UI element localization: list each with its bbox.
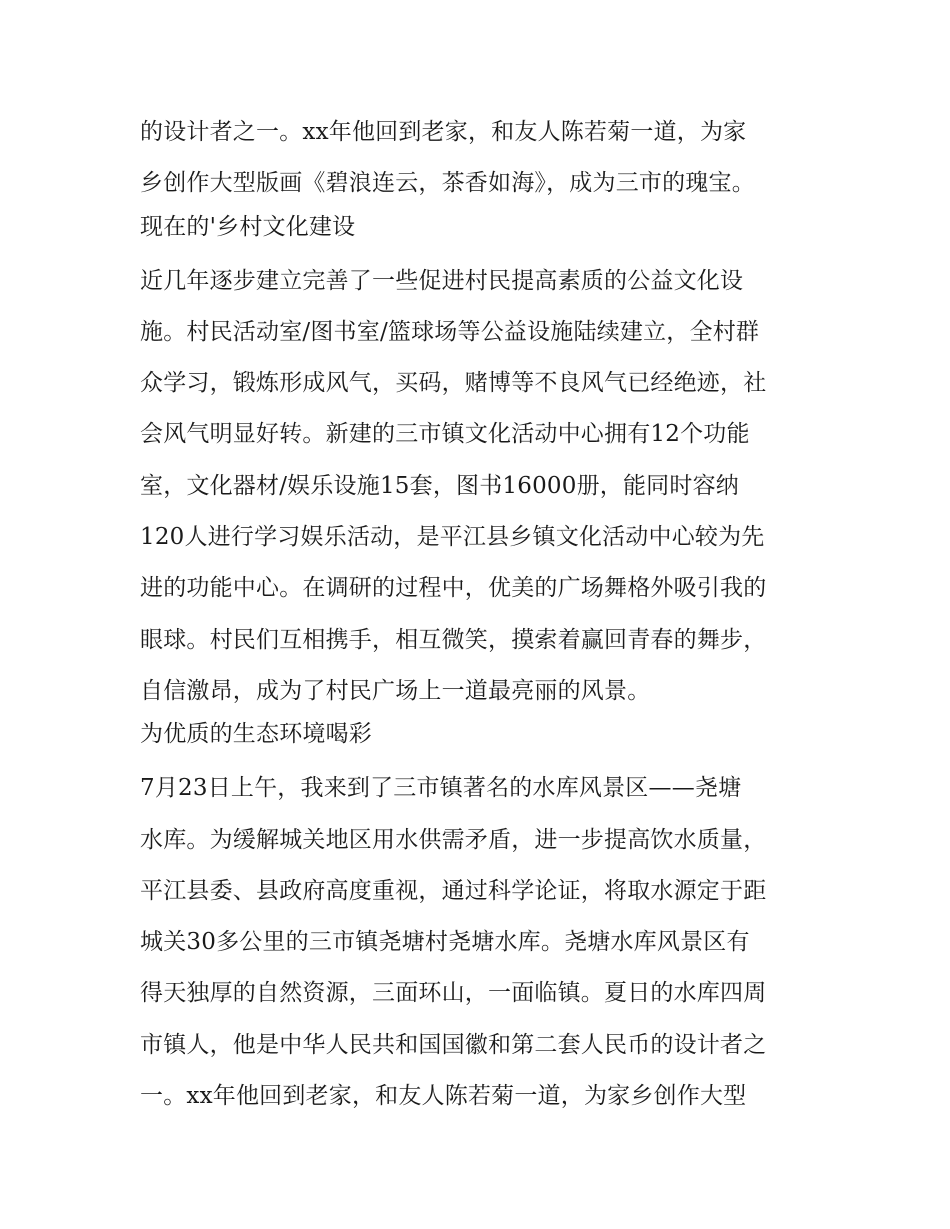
- text-line: 众学习，锻炼形成风气，买码，赌博等不良风气已经绝迹，社: [140, 370, 767, 397]
- text-line: 施。村民活动室/图书室/篮球场等公益设施陆续建立，全村群: [140, 318, 760, 345]
- text-line: 水库。为缓解城关地区用水供需矛盾，进一步提高饮水质量，: [140, 826, 767, 853]
- text-line: 平江县委、县政府高度重视，通过科学论证，将取水源定于距: [140, 877, 767, 904]
- text-line: 自信激昂，成为了村民广场上一道最亮丽的风景。: [140, 677, 651, 704]
- text-line: 120人进行学习娱乐活动，是平江县乡镇文化活动中心较为先: [140, 524, 765, 551]
- section-heading: 现在的'乡村文化建设: [140, 213, 356, 240]
- text-line: 近几年逐步建立完善了一些促进村民提高素质的公益文化设: [140, 267, 744, 294]
- text-line: 眼球。村民们互相携手，相互微笑，摸索着赢回青春的舞步，: [140, 626, 767, 653]
- text-line: 一。xx年他回到老家，和友人陈若菊一道，为家乡创作大型: [140, 1083, 747, 1110]
- text-line: 7月23日上午，我来到了三市镇著名的水库风景区——尧塘: [140, 775, 742, 802]
- text-line: 室，文化器材/娱乐设施15套，图书16000册，能同时容纳: [140, 472, 739, 499]
- text-line: 得天独厚的自然资源，三面环山，一面临镇。夏日的水库四周: [140, 980, 767, 1007]
- text-line: 城关30多公里的三市镇尧塘村尧塘水库。尧塘水库风景区有: [140, 929, 750, 956]
- section-heading: 为优质的生态环境喝彩: [140, 721, 372, 748]
- text-line: 会风气明显好转。新建的三市镇文化活动中心拥有12个功能: [140, 421, 750, 448]
- document-body: [140, 107, 820, 1122]
- text-line: 乡创作大型版画《碧浪连云，茶香如海》，成为三市的瑰宝。: [140, 170, 755, 197]
- text-line: 进的功能中心。在调研的过程中，优美的广场舞格外吸引我的: [140, 575, 767, 602]
- text-line: 的设计者之一。xx年他回到老家，和友人陈若菊一道，为家: [140, 119, 747, 145]
- text-line: 市镇人，他是中华人民共和国国徽和第二套人民币的设计者之: [140, 1031, 767, 1058]
